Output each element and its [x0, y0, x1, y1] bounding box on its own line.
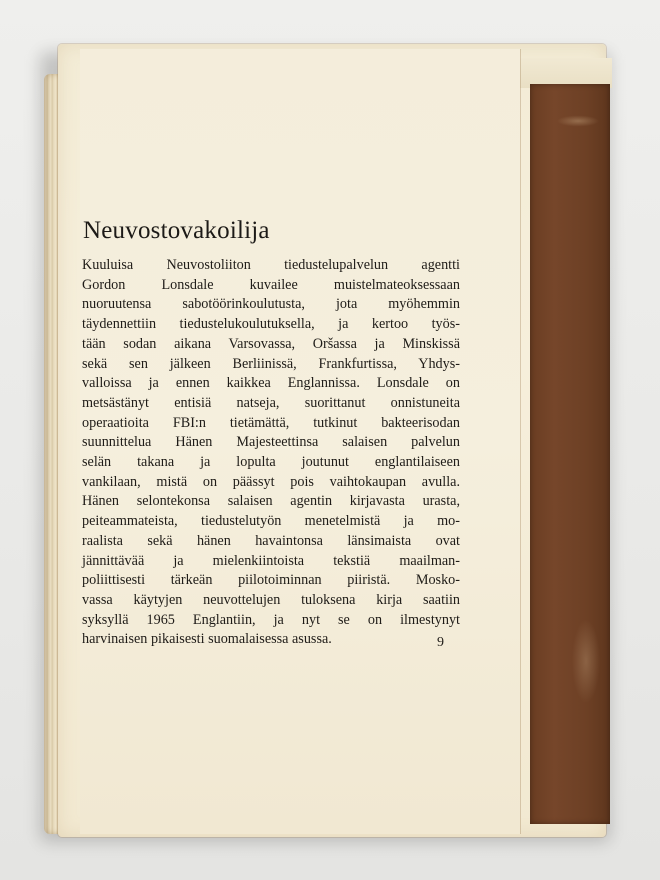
- blurb-line: jännittävää ja mielenkiintoista tekstiä maailman-: [82, 552, 460, 569]
- blurb-line: Kuuluisa Neuvostoliiton tiedustelupalvelun agentti: [82, 257, 460, 273]
- blurb-line: suunnittelua Hänen Majesteettinsa salaisen palvelun: [82, 434, 460, 451]
- blurb-line: sekä sen jälkeen Berliinissä, Frankfurtissa, Yhdys-: [82, 355, 460, 372]
- blurb-line: nuoruutensa sabotöörinkoulutusta, jota myöhemmin: [82, 296, 460, 313]
- blurb-line: vassa käytyjen neuvottelujen tuloksena kirja saatiin: [82, 591, 460, 608]
- blurb-text: [82, 256, 460, 650]
- blurb-line: täydennettiin tiedustelukoulutuksella, ja kertoo työs-: [82, 316, 460, 333]
- page-number: 9: [437, 635, 444, 650]
- blurb-line: poliittisesti tärkeän piilotoiminnan piiristä. Mosko-: [82, 572, 460, 589]
- blurb-line: Gordon Lonsdale kuvailee muistelmateoksessaan: [82, 276, 460, 293]
- spine-wear: [530, 84, 610, 824]
- blurb-line: syksyllä 1965 Englantiin, ja nyt se on ilmestynyt: [82, 611, 460, 628]
- blurb-line: selän takana ja lopulta joutunut englantilaiseen: [82, 454, 460, 471]
- blurb-line: operaatioita FBI:n tietämättä, tutkinut bakteerisodan: [82, 414, 460, 431]
- book-spine: [530, 84, 610, 824]
- blurb-line: tään sodan aikana Varsovassa, Oršassa ja Minskissä: [82, 335, 460, 352]
- blurb-line: vankilaan, mistä on päässyt pois vaihtokaupan avulla.: [82, 473, 460, 490]
- blurb-line: Hänen selontekonsa salaisen agentin kirjavasta urasta,: [82, 493, 460, 510]
- blurb-line: peiteammateista, tiedustelutyön menetelmistä ja mo-: [82, 513, 460, 530]
- blurb-line: raalista sekä hänen havaintonsa länsimaista ovat: [82, 532, 460, 549]
- blurb-line: metsästänyt entisiä natseja, suorittanut onnistuneita: [82, 394, 460, 411]
- book-title: Neuvostovakoilija: [83, 217, 270, 244]
- blurb-line: valloissa ja ennen kaikkea Englannissa. Lonsdale on: [82, 375, 460, 392]
- blurb-line: harvinaisen pikaisesti suomalaisessa asussa.: [82, 631, 332, 648]
